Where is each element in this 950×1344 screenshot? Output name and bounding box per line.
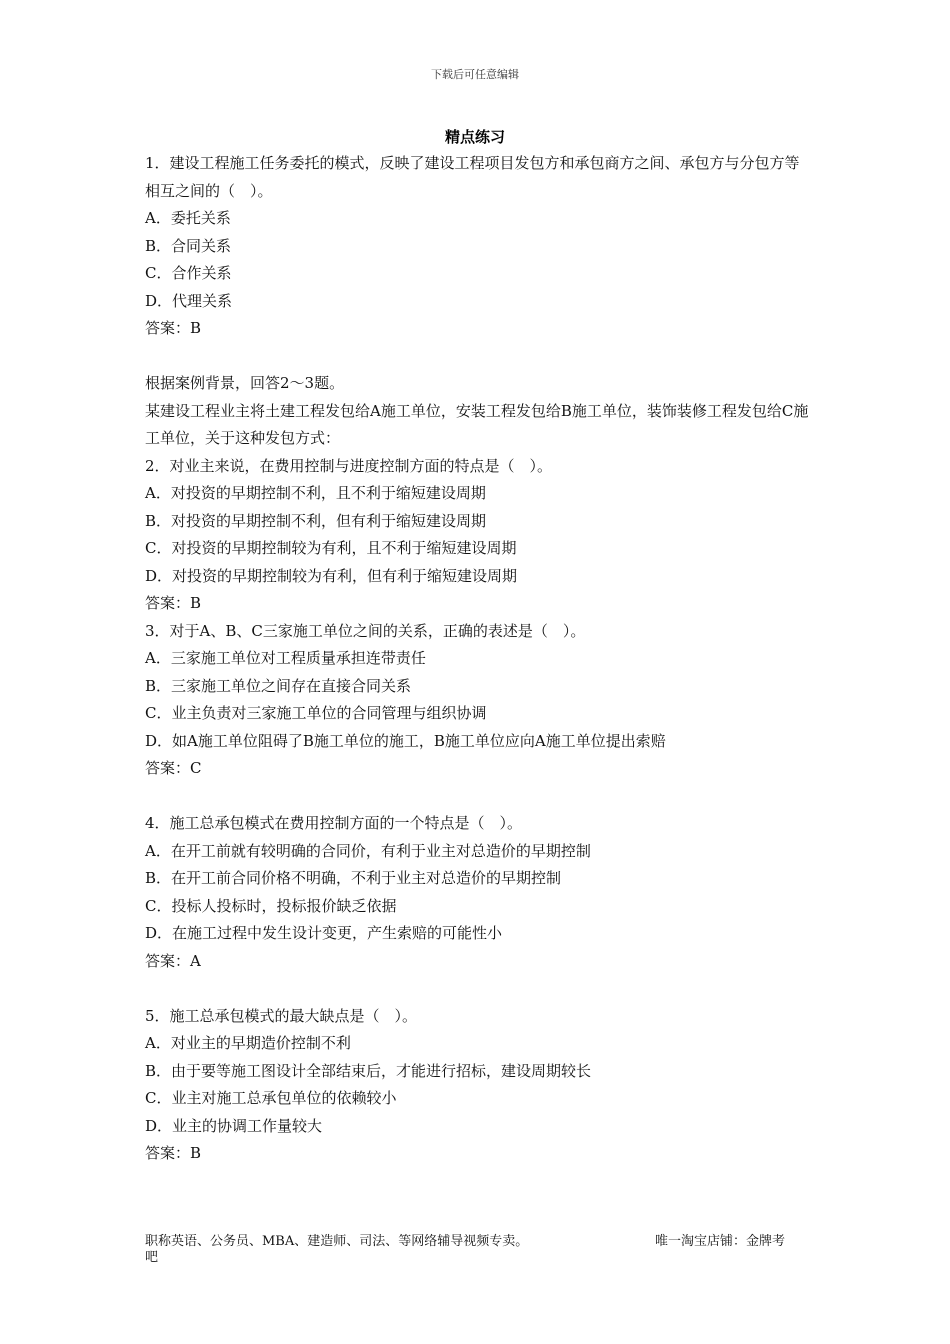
option-d: D．代理关系 xyxy=(145,291,233,310)
option-b: B．合同关系 xyxy=(145,236,232,255)
question-2 xyxy=(145,453,810,618)
answer: 答案：A xyxy=(145,951,201,970)
footer-left-text: 职称英语、公务员、MBA、建造师、司法、等网络辅导视频专卖。 xyxy=(145,1234,529,1249)
answer: 答案：B xyxy=(145,319,202,337)
question-1 xyxy=(145,150,810,343)
footer-wrap-text: 吧 xyxy=(145,1250,159,1265)
question-stem: 5．施工总承包模式的最大缺点是（ ）。 xyxy=(145,1006,418,1025)
option-c: C．投标人投标时，投标报价缺乏依据 xyxy=(145,896,397,915)
question-stem: 2．对业主来说，在费用控制与进度控制方面的特点是（ ）。 xyxy=(145,456,553,475)
spacer xyxy=(145,783,810,811)
question-3 xyxy=(145,618,810,783)
document-body xyxy=(145,150,810,1168)
option-a: A．委托关系 xyxy=(145,209,231,227)
header-note: 下载后可任意编辑 xyxy=(431,68,519,81)
question-stem: 1．建设工程施工任务委托的模式，反映了建设工程项目发包方和承包商方之间、承包方与分包方等相互之间的（ ）。 xyxy=(145,154,800,200)
option-c: C．业主负责对三家施工单位的合同管理与组织协调 xyxy=(145,704,487,722)
case-background xyxy=(145,370,810,453)
spacer xyxy=(145,975,810,1003)
option-c: C．对投资的早期控制较为有利，且不利于缩短建设周期 xyxy=(145,539,517,557)
question-5 xyxy=(145,1003,810,1168)
footer-right-text: 唯一淘宝店铺：金牌考 xyxy=(655,1234,786,1249)
option-a: A．对投资的早期控制不利，且不利于缩短建设周期 xyxy=(145,484,486,502)
answer: 答案：B xyxy=(145,594,202,612)
option-a: A．三家施工单位对工程质量承担连带责任 xyxy=(145,649,426,667)
page-title: 精点练习 xyxy=(444,128,505,146)
option-b: B．对投资的早期控制不利，但有利于缩短建设周期 xyxy=(145,511,487,530)
option-b: B．三家施工单位之间存在直接合同关系 xyxy=(145,676,412,695)
answer: 答案：C xyxy=(145,759,202,777)
option-d: D．对投资的早期控制较为有利，但有利于缩短建设周期 xyxy=(145,566,518,585)
option-d: D．业主的协调工作量较大 xyxy=(145,1116,323,1135)
question-4 xyxy=(145,810,810,975)
question-stem: 3．对于A、B、C三家施工单位之间的关系，正确的表述是（ ）。 xyxy=(145,621,586,640)
case-intro: 根据案例背景，回答2～3题。 xyxy=(145,374,345,392)
question-stem: 4．施工总承包模式在费用控制方面的一个特点是（ ）。 xyxy=(145,814,523,832)
option-d: D．在施工过程中发生设计变更，产生索赔的可能性小 xyxy=(145,924,503,942)
option-b: B．在开工前合同价格不明确，不利于业主对总造价的早期控制 xyxy=(145,869,562,887)
case-text: 某建设工程业主将土建工程发包给A施工单位，安装工程发包给B施工单位，装饰装修工程发包给C施工单位，关于这种发包方式： xyxy=(145,401,809,447)
option-b: B．由于要等施工图设计全部结束后，才能进行招标，建设周期较长 xyxy=(145,1061,592,1080)
option-a: A．在开工前就有较明确的合同价，有利于业主对总造价的早期控制 xyxy=(145,841,591,860)
spacer xyxy=(145,343,810,371)
option-a: A．对业主的早期造价控制不利 xyxy=(145,1034,351,1052)
option-c: C．合作关系 xyxy=(145,264,232,282)
option-d: D．如A施工单位阻碍了B施工单位的施工，B施工单位应向A施工单位提出索赔 xyxy=(145,731,666,750)
answer: 答案：B xyxy=(145,1144,202,1162)
option-c: C．业主对施工总承包单位的依赖较小 xyxy=(145,1089,397,1107)
